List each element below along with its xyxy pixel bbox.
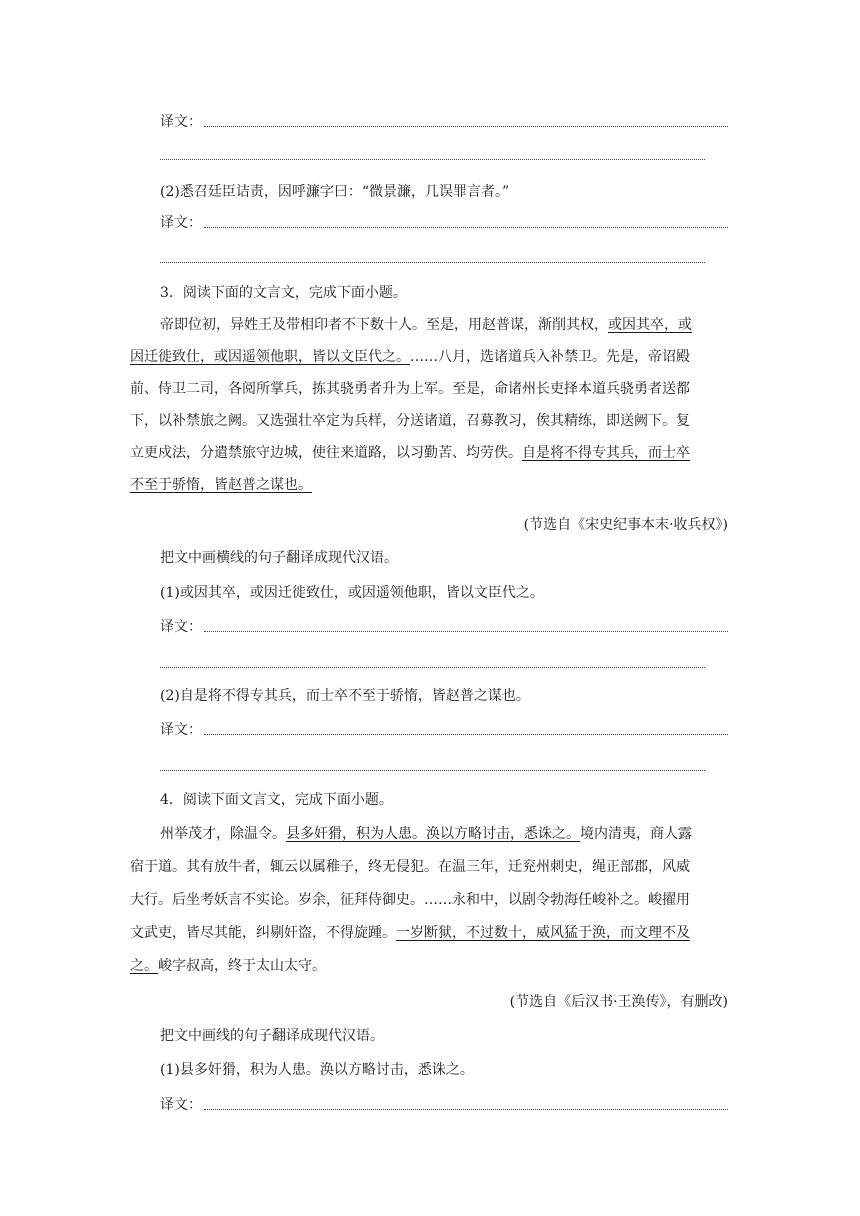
passage-line: 宿于道。其有放牛者，辄云以属稚子，终无侵犯。在温三年，迁兖州刺史，绳正部郡，风威 <box>130 859 690 875</box>
passage-line: 大行。后坐考妖言不实论。岁余，征拜侍御史。……永和中，以剧令勃海任峻补之。峻擢用 <box>130 892 690 908</box>
underlined-sentence: 县多奸猾，积为人患。涣以方略讨击，悉诛之。 <box>286 826 580 842</box>
passage-line: 前、侍卫二司，各阅所掌兵，拣其骁勇者升为上军。至是，命诸州长吏择本道兵骁勇者送都 <box>130 381 690 397</box>
answer-label: 译文： <box>160 619 202 635</box>
passage-text: 峻字叔高，终于太山太守。 <box>158 958 326 974</box>
answer-dotted-line[interactable] <box>204 125 728 127</box>
passage-line <box>130 347 728 367</box>
question-item: (2)自是将不得专其兵，而士卒不至于骄惰，皆赵普之谋也。 <box>160 688 530 704</box>
question-heading: 4．阅读下面文言文，完成下面小题。 <box>160 792 393 808</box>
answer-dotted-line[interactable] <box>160 666 705 668</box>
instruction: 把文中画线的句子翻译成现代汉语。 <box>160 1028 384 1044</box>
answer-row[interactable] <box>160 112 728 132</box>
answer-row[interactable] <box>160 617 728 637</box>
answer-dotted-line[interactable] <box>160 769 705 771</box>
answer-label: 译文： <box>160 114 202 130</box>
instruction: 把文中画横线的句子翻译成现代汉语。 <box>160 550 398 566</box>
answer-row[interactable] <box>160 720 728 740</box>
passage-line <box>160 315 728 335</box>
underlined-sentence: 或因其卒，或 <box>608 317 692 333</box>
answer-label: 译文： <box>160 722 202 738</box>
answer-dotted-line[interactable] <box>160 261 705 263</box>
passage-line: 下，以补禁旅之阙。又选强壮卒定为兵样，分送诸道，召募教习，俟其精练，即送阙下。复 <box>130 413 690 429</box>
passage-text: 境内清夷，商人露 <box>580 826 692 842</box>
question-item: (1)或因其卒，或因迁徙致仕，或因遥领他职，皆以文臣代之。 <box>160 585 544 601</box>
underlined-sentence: 因迁徙致仕，或因遥领他职，皆以文臣代之。 <box>130 349 410 365</box>
passage-text: 州举茂才，除温令。 <box>160 826 286 842</box>
answer-row[interactable] <box>160 213 728 233</box>
answer-dotted-line[interactable] <box>204 733 728 735</box>
passage-line <box>130 443 728 463</box>
answer-label: 译文： <box>160 215 202 231</box>
underlined-sentence: 自是将不得专其兵，而士卒 <box>522 445 690 461</box>
source-citation: (节选自《宋史纪事本末·收兵权》) <box>523 517 728 533</box>
passage-line <box>130 923 728 943</box>
question-heading: 3．阅读下面的文言文，完成下面小题。 <box>160 285 407 301</box>
passage-text: ……八月，选诸道兵入补禁卫。先是，帝诏殿 <box>410 349 690 365</box>
passage-line <box>160 824 728 844</box>
underlined-sentence: 一岁断狱，不过数十，威风猛于涣，而文理不及 <box>396 925 690 941</box>
source-citation: (节选自《后汉书·王涣传》，有删改) <box>509 994 728 1010</box>
answer-dotted-line[interactable] <box>204 226 728 228</box>
answer-row[interactable] <box>160 1095 728 1115</box>
question-item: (1)县多奸猾，积为人患。涣以方略讨击，悉诛之。 <box>160 1062 474 1078</box>
question-item: (2)悉召廷臣诘责，因呼濂字曰：“微景濂，几误罪言者。” <box>160 184 510 200</box>
passage-text: 帝即位初，异姓王及带相印者不下数十人。至是，用赵普谋，渐削其权， <box>160 317 608 333</box>
passage-text: 立更戍法，分遣禁旅守边城，使往来道路，以习勤苦、均劳佚。 <box>130 445 522 461</box>
underlined-sentence: 之。 <box>130 958 158 974</box>
passage-text: 文武吏，皆尽其能，纠剔奸盗，不得旋踵。 <box>130 925 396 941</box>
passage-line <box>130 956 728 976</box>
answer-dotted-line[interactable] <box>160 158 705 160</box>
underlined-sentence: 不至于骄惰，皆赵普之谋也。 <box>130 477 312 493</box>
answer-dotted-line[interactable] <box>204 630 728 632</box>
passage-line <box>130 475 728 495</box>
answer-dotted-line[interactable] <box>204 1108 728 1110</box>
answer-label: 译文： <box>160 1097 202 1113</box>
